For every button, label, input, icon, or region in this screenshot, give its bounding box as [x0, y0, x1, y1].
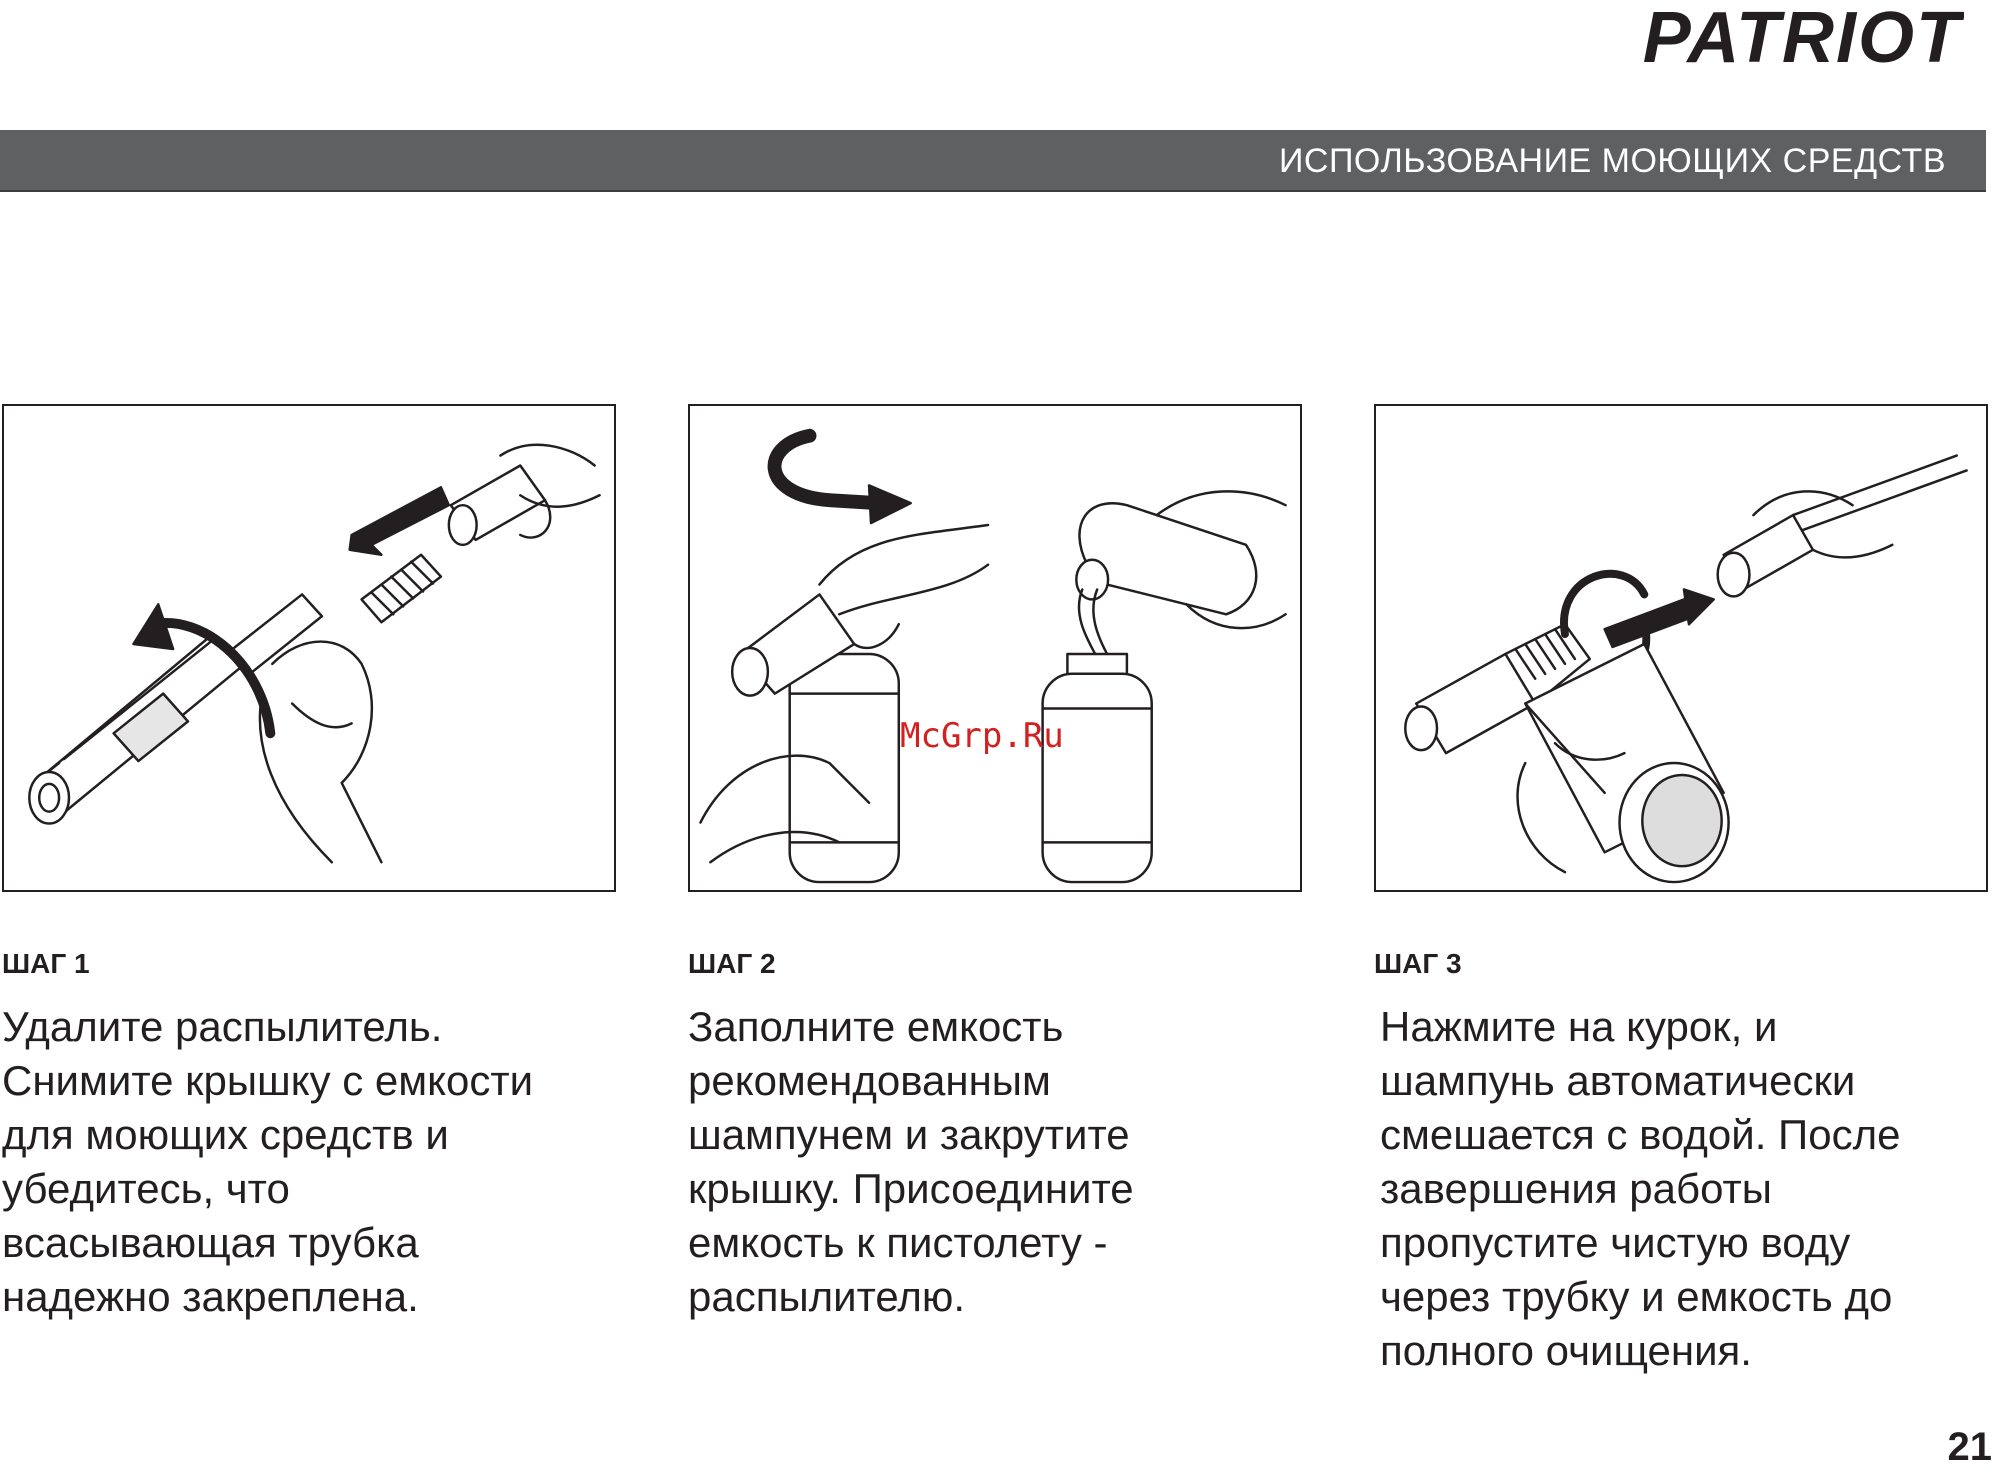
section-title: ИСПОЛЬЗОВАНИЕ МОЮЩИХ СРЕДСТВ — [1278, 142, 1946, 180]
svg-text:PATRIOT: PATRIOT — [1642, 4, 1962, 70]
step-2-line: емкость к пистолету - — [688, 1219, 1108, 1266]
step-1-line: Снимите крышку с емкости — [2, 1057, 534, 1104]
step-3-illustration — [1374, 404, 1988, 892]
step-2-line: шампунем и закрутите — [688, 1111, 1130, 1158]
step-2-line: Заполните емкость — [688, 1003, 1064, 1050]
step-3-line: Нажмите на курок, и — [1380, 1003, 1778, 1050]
remove-nozzle-illustration — [4, 406, 614, 890]
page-number: 21 — [1947, 1425, 1992, 1469]
step-3-line: завершения работы — [1380, 1165, 1772, 1212]
step-1-line: для моющих средств и — [2, 1111, 449, 1158]
step-3-line: полного очищения. — [1380, 1327, 1752, 1374]
section-header-bar — [0, 130, 1986, 192]
step-3-text — [1380, 1000, 1992, 1378]
fill-bottle-illustration — [690, 406, 1300, 890]
watermark-text: McGrp.Ru — [900, 716, 1064, 756]
step-1-line: всасывающая трубка — [2, 1219, 419, 1266]
step-1-line: убедитесь, что — [2, 1165, 290, 1212]
patriot-logo — [1534, 4, 1964, 70]
step-1-label: ШАГ 1 — [2, 948, 90, 979]
step-2-illustration — [688, 404, 1302, 892]
step-3-line: пропустите чистую воду — [1380, 1219, 1851, 1266]
step-2-text — [688, 1000, 1318, 1324]
step-2-label: ШАГ 2 — [688, 948, 776, 979]
step-3-line: через трубку и емкость до — [1380, 1273, 1893, 1320]
step-3-line: шампунь автоматически — [1380, 1057, 1856, 1104]
patriot-logo-graphic — [1534, 4, 1964, 70]
step-1-line: Удалите распылитель. — [2, 1003, 443, 1050]
step-1-text — [2, 1000, 632, 1324]
step-1-illustration — [2, 404, 616, 892]
step-2-line: рекомендованным — [688, 1057, 1051, 1104]
step-3-line: смешается с водой. После — [1380, 1111, 1901, 1158]
attach-bottle-illustration — [1376, 406, 1986, 890]
step-1-line: надежно закреплена. — [2, 1273, 419, 1320]
step-2-line: крышку. Присоедините — [688, 1165, 1134, 1212]
step-2-line: распылителю. — [688, 1273, 966, 1320]
step-3-label: ШАГ 3 — [1374, 948, 1462, 979]
